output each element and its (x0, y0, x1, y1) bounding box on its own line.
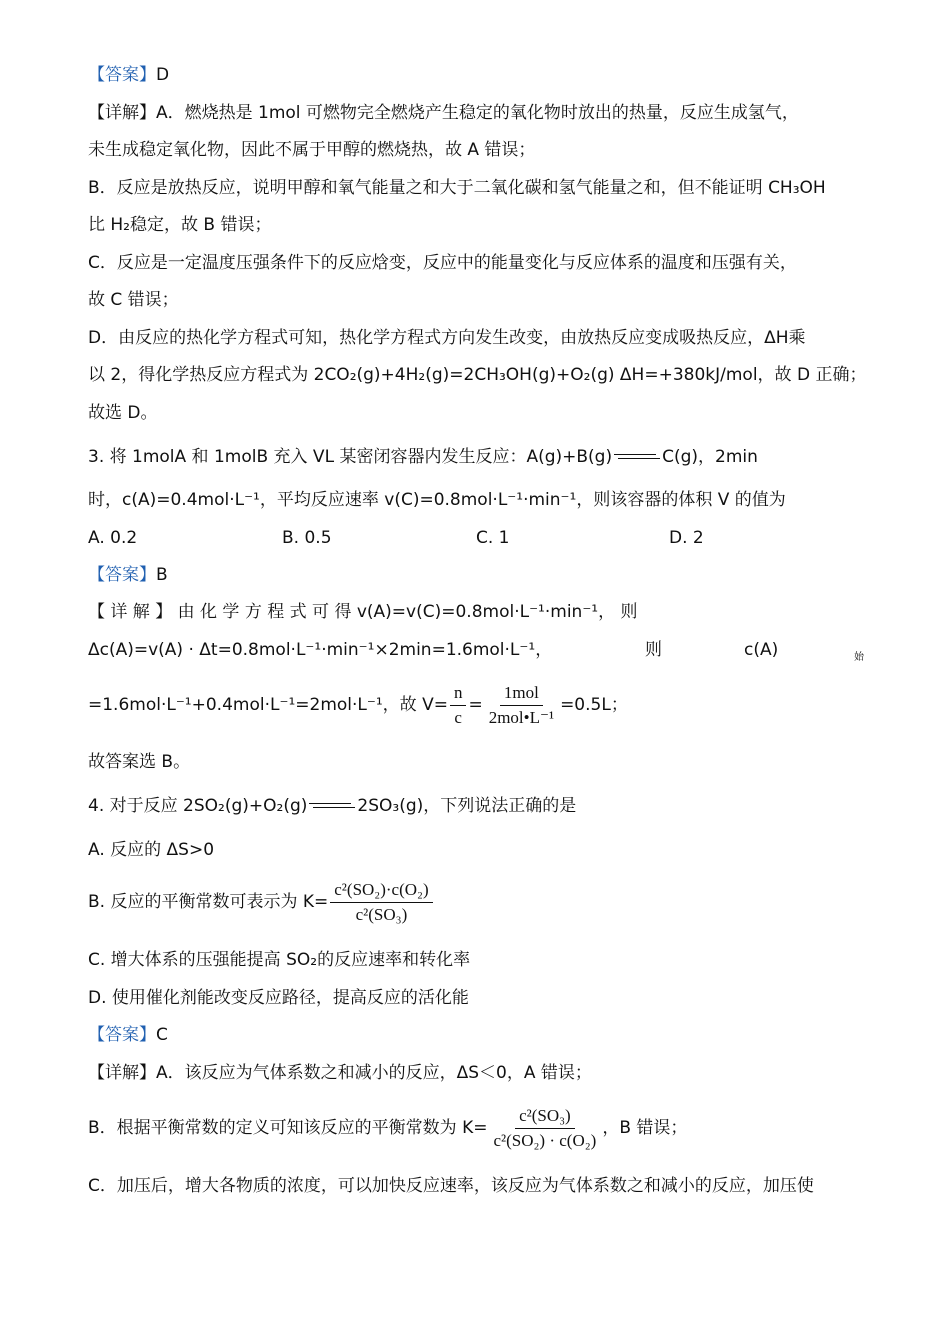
q4-detail-a: 【详解】A．该反应为气体系数之和减小的反应，ΔS＜0，A 错误； (88, 1063, 592, 1083)
q3-option-c: C. 1 (476, 528, 510, 548)
answer-tag: 【答案】 (88, 1025, 156, 1045)
q2-conclusion: 故选 D。 (88, 403, 158, 423)
q2-detail-b-line1: B．反应是放热反应，说明甲醇和氧气能量之和大于二氧化碳和氢气能量之和，但不能证明 CH₃OH (88, 178, 826, 198)
detail-tag: 【详解】 (88, 103, 156, 123)
q3-option-b: B. 0.5 (282, 528, 332, 548)
q2-detail-a-line1: 【详解】A．燃烧热是 1mol 可燃物完全燃烧产生稳定的氧化物时放出的热量，反应生成氢气， (88, 103, 799, 123)
q2-detail-a-line2: 未生成稳定氧化物，因此不属于甲醇的燃烧热，故 A 错误； (88, 140, 536, 160)
q2-detail-c-line2: 故 C 错误； (88, 290, 179, 310)
q3-detail-ca: c(A) (744, 640, 779, 660)
q3-option-a: A. 0.2 (88, 528, 138, 548)
q4-option-d: D. 使用催化剂能改变反应路径，提高反应的活化能 (88, 988, 469, 1008)
q3-detail-then: 则 (645, 640, 662, 660)
q2-detail-d-line2: 以 2，得化学热反应方程式为 2CO₂(g)+4H₂(g)=2CH₃OH(g)+O₂(g) ΔH=+380kJ/mol，故 D 正确； (88, 365, 867, 385)
q2-detail-d-line1: D．由反应的热化学方程式可知，热化学方程式方向发生改变，由放热反应变成吸热反应，ΔH乘 (88, 328, 806, 348)
q2-detail-b-line2: 比 H₂稳定，故 B 错误； (88, 215, 272, 235)
fraction-n-over-c: $\frac{n}{c}$ (450, 683, 467, 728)
q4-detail-c: C．加压后，增大各物质的浓度，可以加快反应速率，该反应为气体系数之和减小的反应，加压使 (88, 1176, 814, 1196)
answer-value: B (156, 565, 168, 585)
equilibrium-arrow-icon (309, 801, 355, 811)
q3-detail-line1: 【 详 解 】 由 化 学 方 程 式 可 得 v(A)=v(C)=0.8mol·L⁻¹·min⁻¹， 则 (88, 602, 638, 622)
answer-value: C (156, 1025, 168, 1045)
answer-tag: 【答案】 (88, 565, 156, 585)
detail-tag: 【详解】 (88, 1063, 156, 1083)
answer-value: D (156, 65, 170, 85)
q3-answer-line (88, 564, 168, 586)
q4-option-b: B. 反应的平衡常数可表示为 K= $\frac{\text{c²(SO₂)·c(O₂)}}{\text{c²(SO₃)}}$ (88, 876, 435, 928)
q4-detail-b: B．根据平衡常数的定义可知该反应的平衡常数为 K= $\frac{\text{c²(SO₃)}}{\text{c²(SO₂) · c(O₂)}}$ ，B 错误； (88, 1105, 688, 1150)
q4-option-a: A. 反应的 ΔS>0 (88, 840, 215, 860)
q4-answer-line (88, 1024, 168, 1046)
q4-stem: 4. 对于反应 2SO₂(g)+O₂(g) 2SO₃(g)，下列说法正确的是 (88, 796, 577, 816)
q2-detail-c-line1: C．反应是一定温度压强条件下的反应焓变，反应中的能量变化与反应体系的温度和压强有关， (88, 253, 797, 273)
answer-tag: 【答案】 (88, 65, 156, 85)
q3-option-d: D. 2 (669, 528, 704, 548)
q2-answer-line (88, 64, 169, 86)
equilibrium-constant-fraction: $\frac{\text{c²(SO₂)·c(O₂)}}{\text{c²(SO₃)}}$ (330, 880, 432, 925)
q3-stem-line2: 时，c(A)=0.4mol·L⁻¹，平均反应速率 v(C)=0.8mol·L⁻¹·min⁻¹，则该容器的体积 V 的值为 (88, 490, 786, 510)
q3-detail-line3: =1.6mol·L⁻¹+0.4mol·L⁻¹=2mol·L⁻¹，故 V= $\frac{n}{c}$ = $\frac{\text{1mol}}{\text{2mol•L⁻¹}}$ =0.5L； (88, 682, 628, 727)
fraction-value: $\frac{\text{1mol}}{\text{2mol•L⁻¹}}$ (488, 682, 555, 727)
q4-option-c: C. 增大体系的压强能提高 SO₂的反应速率和转化率 (88, 950, 471, 970)
equilibrium-arrow-icon (614, 452, 660, 462)
q3-detail-line2: Δc(A)=v(A) · Δt=0.8mol·L⁻¹·min⁻¹×2min=1.6mol·L⁻¹， (88, 640, 553, 660)
q3-conclusion: 故答案选 B。 (88, 752, 191, 772)
q3-detail-sub: 始 (854, 652, 864, 663)
equilibrium-constant-fraction: $\frac{\text{c²(SO₃)}}{\text{c²(SO₂) · c(O₂)}}$ (493, 1105, 597, 1150)
q3-stem-line1: 3. 将 1molA 和 1molB 充入 VL 某密闭容器内发生反应：A(g)+B(g) C(g)，2min (88, 447, 758, 467)
